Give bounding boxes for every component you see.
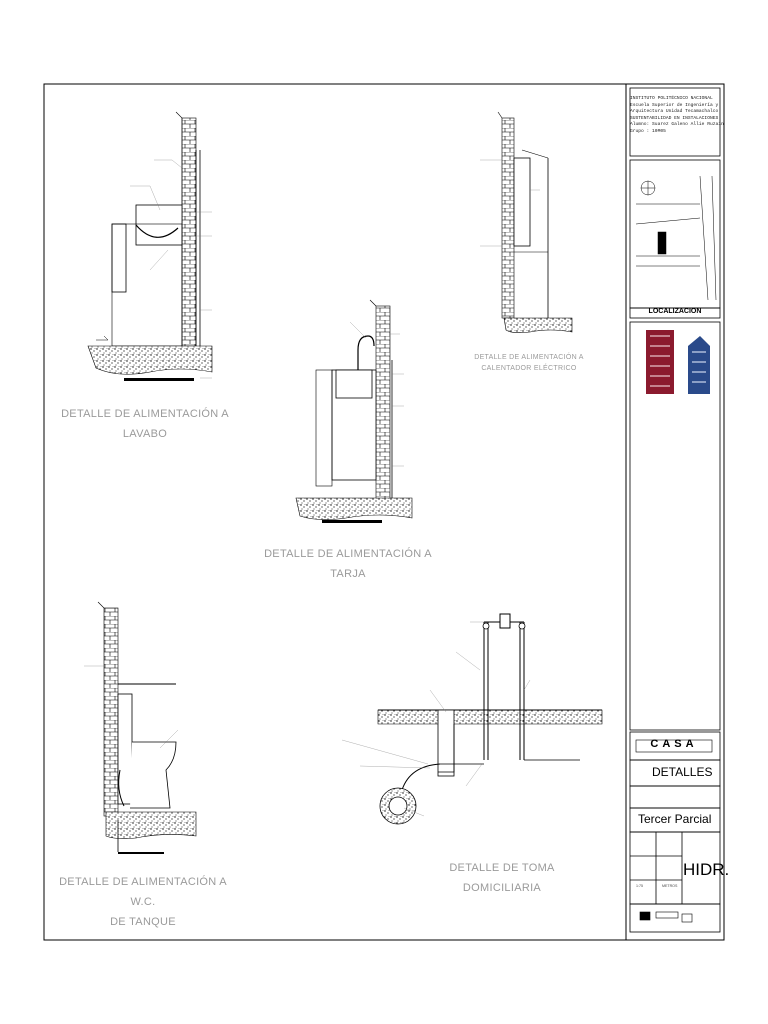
- caption-calentador: [470, 352, 588, 374]
- institution-line: Escuela Superior de Ingeniería y: [630, 102, 719, 108]
- location-label: LOCALIZACION: [648, 308, 702, 315]
- caption-line: LAVABO: [122, 428, 168, 440]
- casa-logo-text: CASA: [650, 738, 698, 750]
- caption-line: DE TANQUE: [110, 916, 176, 928]
- partial-label: Tercer Parcial: [638, 812, 712, 826]
- caption-lavabo: [60, 404, 230, 444]
- caption-line: DETALLE DE ALIMENTACIÓN A: [474, 354, 584, 361]
- plan-name: DETALLES: [652, 765, 713, 779]
- location-map: [636, 176, 716, 300]
- institution-line: INSTITUTO POLITÉCNICO NACIONAL: [630, 96, 713, 101]
- detail-toma: [378, 614, 602, 824]
- caption-tarja: [262, 544, 434, 584]
- detail-lavabo: [88, 112, 212, 381]
- caption-line: DETALLE DE ALIMENTACIÓN A: [264, 548, 432, 560]
- caption-line: DETALLE DE TOMA DOMICILIARIA: [449, 862, 555, 894]
- esia-logo-icon: [688, 336, 710, 394]
- detail-tarja: [296, 300, 412, 523]
- caption-wc: [50, 872, 236, 932]
- detail-calentador: [498, 112, 572, 333]
- footer-stamp: [640, 912, 692, 922]
- ipn-logo-icon: [646, 330, 674, 394]
- caption-line: DETALLE DE ALIMENTACIÓN A W.C.: [59, 876, 227, 908]
- institution-line: Arquitectura Unidad Tecamachalco: [630, 109, 719, 115]
- caption-toma: [420, 858, 584, 898]
- institution-line: Alumno: Suarez Galeno Allie Ruzain: [630, 122, 724, 128]
- plan-code: HIDR.: [683, 860, 730, 879]
- unit-value: METROS: [662, 884, 678, 888]
- scale-value: 1:75: [636, 884, 643, 888]
- caption-line: CALENTADOR ELÉCTRICO: [481, 365, 577, 372]
- institution-line: SUSTENTABILIDAD EN INSTALACIONES: [630, 115, 719, 121]
- title-block: [630, 88, 724, 932]
- institution-line: Grupo : 10M05: [630, 128, 666, 134]
- caption-line: TARJA: [330, 568, 366, 580]
- institution-block: [630, 96, 724, 136]
- detail-wc: [98, 602, 196, 854]
- caption-line: DETALLE DE ALIMENTACIÓN A: [61, 408, 229, 420]
